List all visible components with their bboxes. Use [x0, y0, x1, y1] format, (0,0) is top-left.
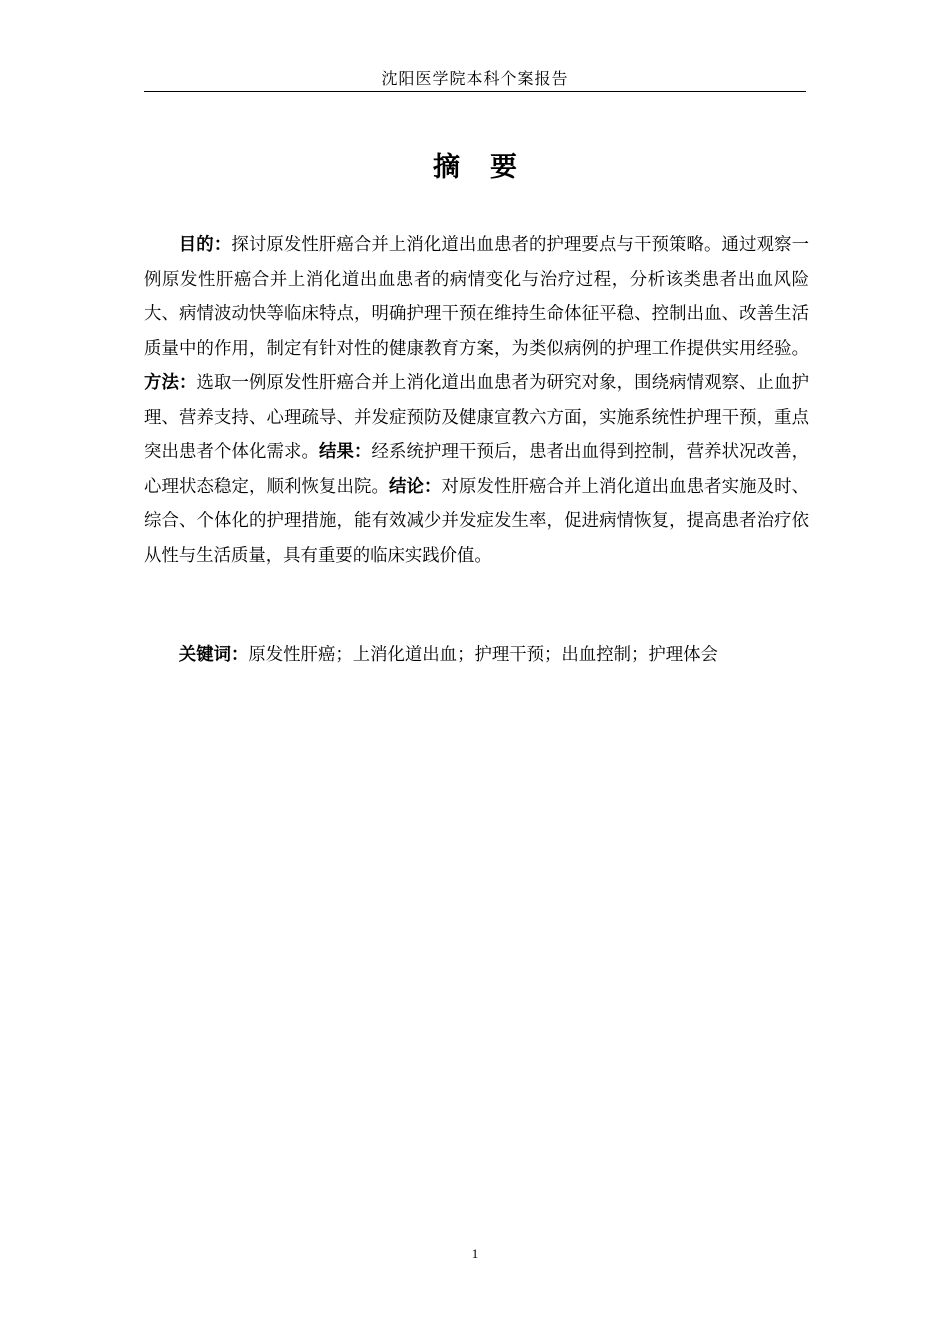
running-header: 沈阳医学院本科个案报告 [381, 69, 569, 88]
abstract-title-part2: 要 [490, 152, 517, 183]
page-number: 1 [471, 1246, 479, 1261]
abstract-title [144, 148, 806, 188]
keywords-line [144, 638, 806, 673]
keywords-label: 关键词： [178, 645, 249, 665]
conclusion-label: 结论： [389, 476, 442, 497]
abstract-title-part1: 摘 [433, 152, 460, 183]
method-label: 方法： [144, 373, 197, 393]
objective-text: 探讨原发性肝癌合并上消化道出血患者的护理要点与干预策略。通过观察一例原发性肝癌合并上消化道出血患者的病情变化与治疗过程，分析该类患者出血风险大、病情波动快等临床特点，明确护理干预在维持生命体征平稳、控制出血、改善生活质量中的作用，制定有针对性的健康教育方案，为类似病例的护理工作提供实用经验。 [144, 235, 809, 359]
method-text: 选取一例原发性肝癌合并上消化道出血患者为研究对象，围绕病情观察、止血护理、营养支持、心理疏导、并发症预防及健康宣教六方面，实施系统性护理干预，重点突出患者个体化需求。 [144, 373, 809, 462]
result-text: 经系统护理干预后，患者出血得到控制，营养状况改善，心理状态稳定，顺利恢复出院。 [144, 442, 809, 497]
keywords-text: 原发性肝癌；上消化道出血；护理干预；出血控制；护理体会 [248, 645, 718, 665]
objective-label: 目的： [178, 235, 232, 255]
conclusion-text: 对原发性肝癌合并上消化道出血患者实施及时、综合、个体化的护理措施，能有效减少并发症发生率，促进病情恢复，提高患者治疗依从性与生活质量，具有重要的临床实践价值。 [144, 476, 809, 566]
header-rule [144, 91, 806, 92]
abstract-paragraph [144, 228, 809, 573]
result-label: 结果： [319, 442, 372, 462]
